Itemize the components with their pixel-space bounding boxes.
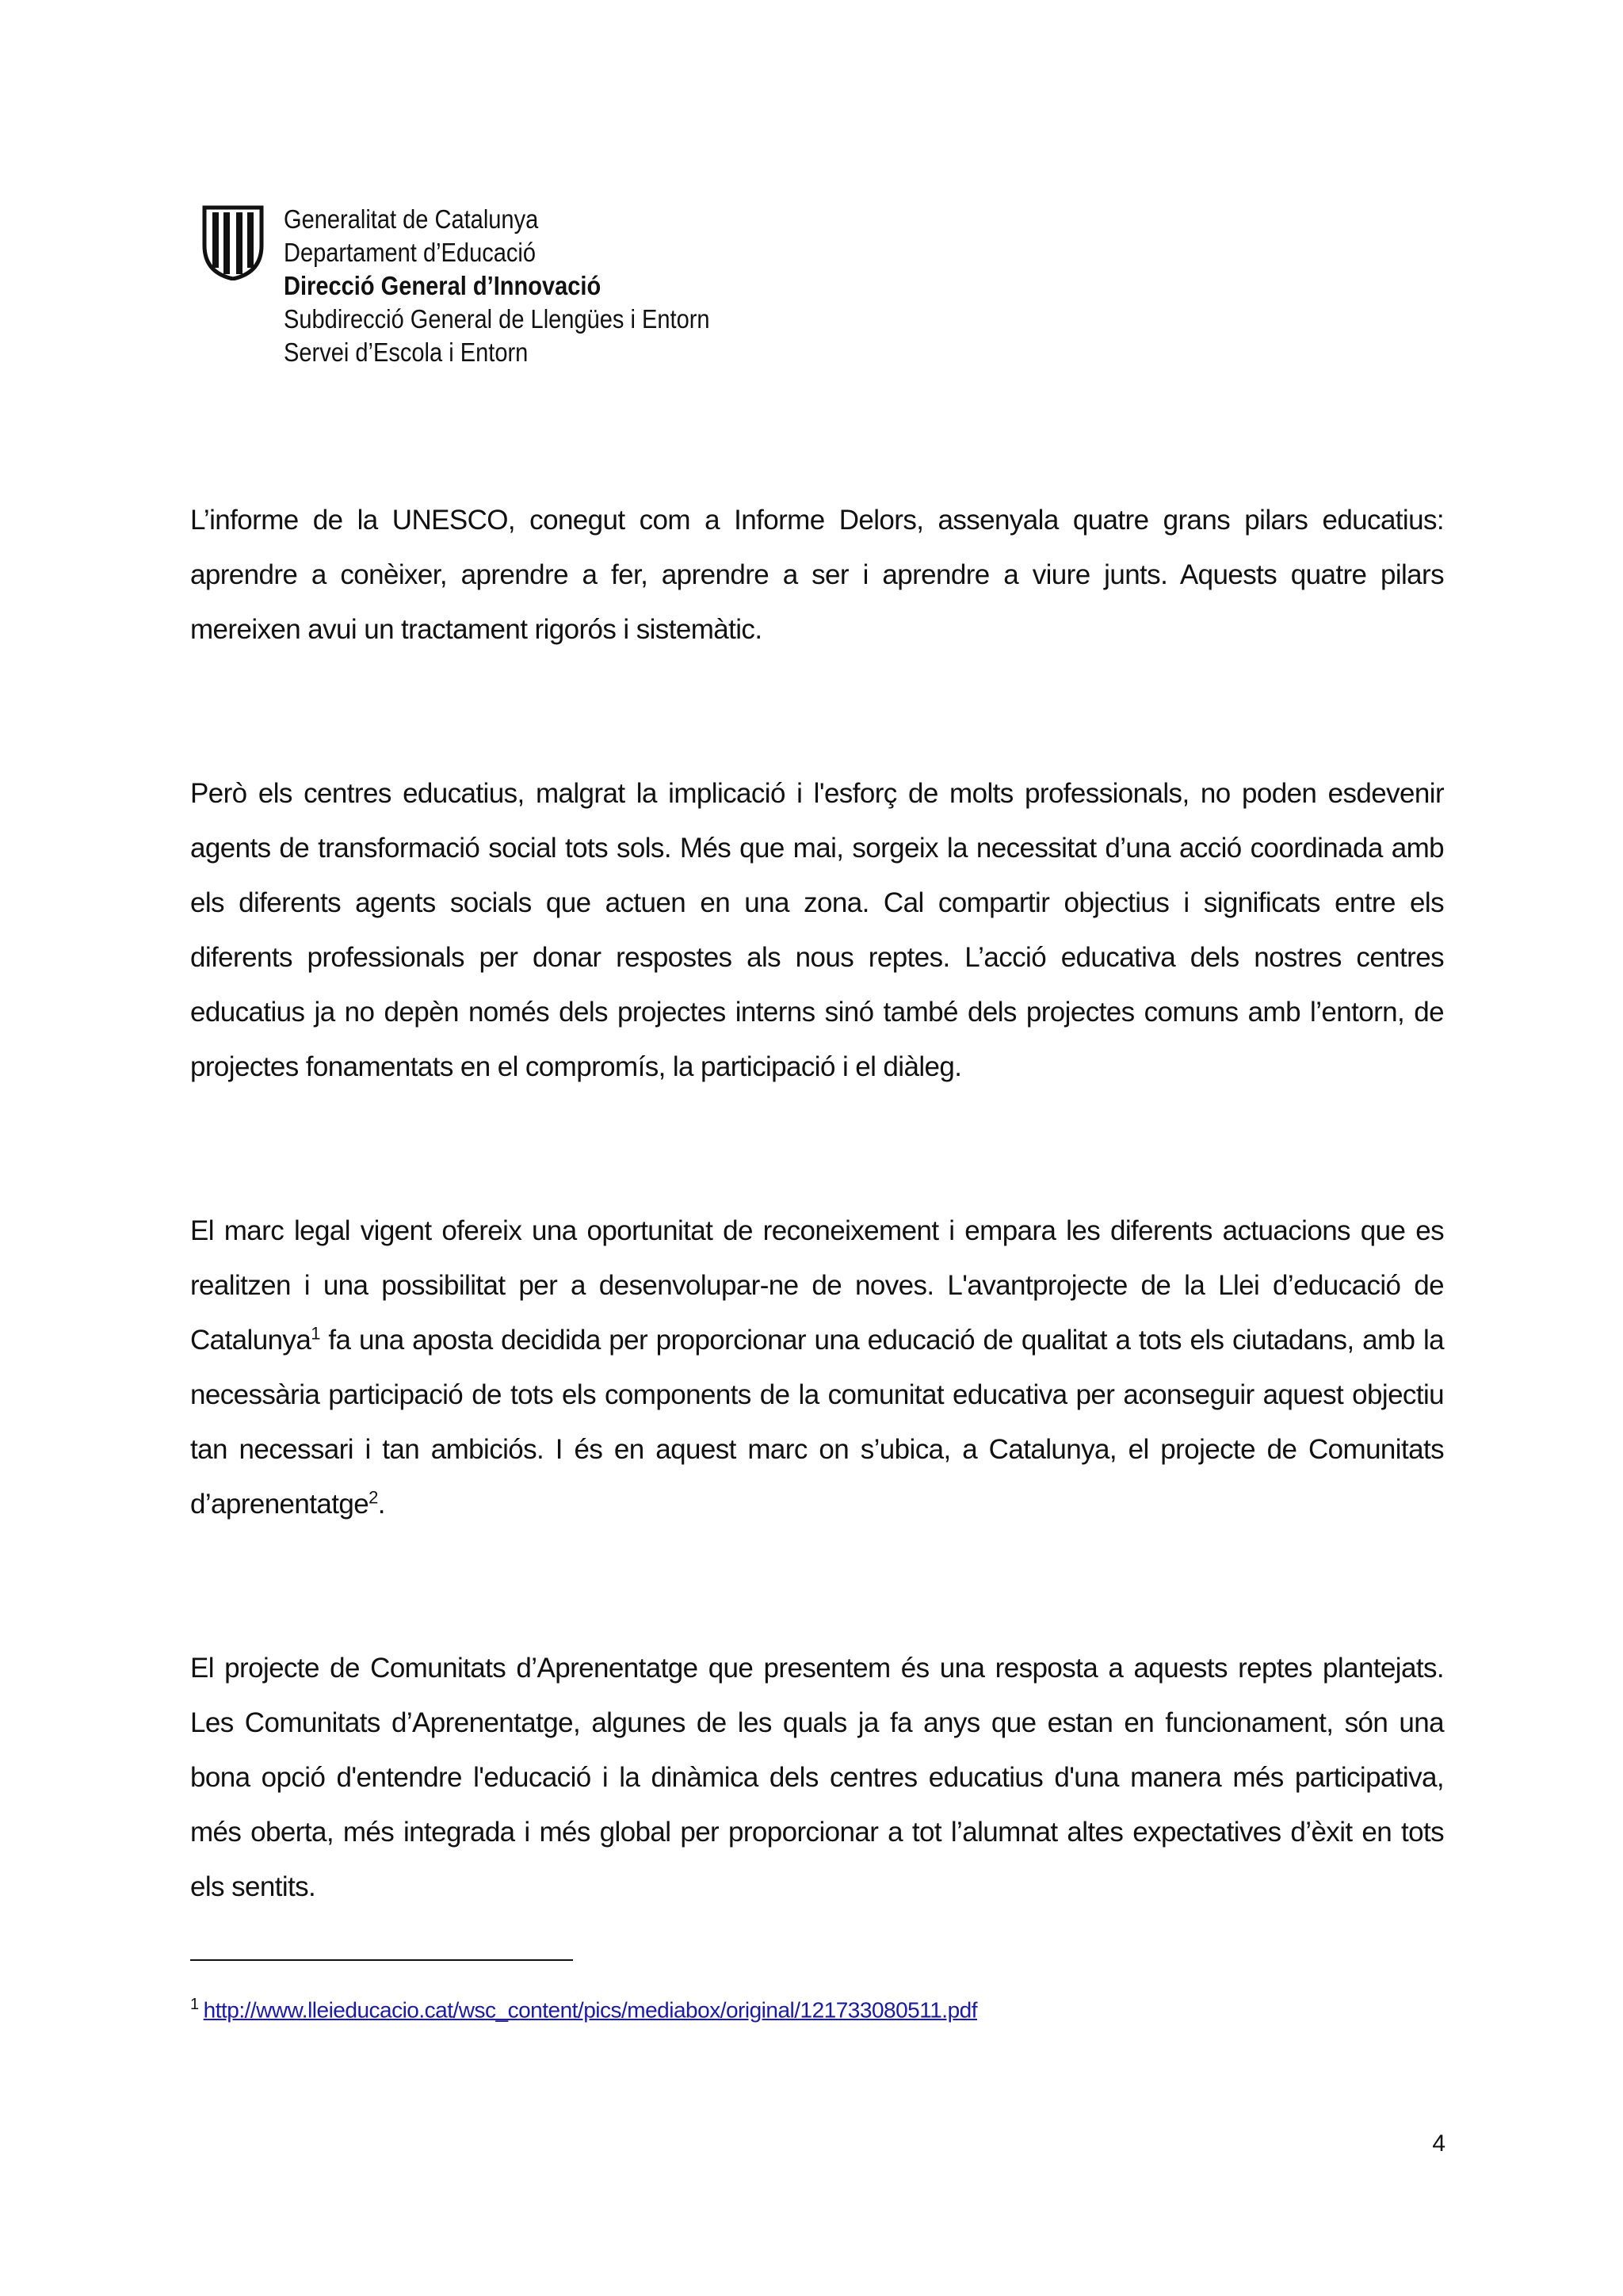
header-line-subdirectorate: Subdirecció General de Llengües i Entorn — [284, 304, 710, 334]
header-line-directorate: Direcció General d’Innovació — [284, 271, 601, 300]
page-number: 4 — [1432, 2130, 1445, 2157]
footnote-link[interactable]: http://www.lleieducacio.cat/wsc_content/pics/mediabox/original/121733080511.pdf — [203, 1997, 978, 2023]
paragraph-centres: Però els centres educatius, malgrat la implicació i l'esforç de molts professionals, no poden esdevenir agents de transformació social tots sols. Més que mai, sorgeix la necessitat d’una acció coordinada amb els diferents agents socials que actuen en una zona. Cal compartir objectius i significats entre els diferents professionals per donar respostes als nous reptes. L’acció educativa dels nostres centres educatius ja no depèn només dels projectes interns sinó també dels projectes comuns amb l’entorn, de projectes fonamentats en el compromís, la participació i el diàleg. — [190, 778, 1444, 1082]
paragraph-unesco: L’informe de la UNESCO, conegut com a Informe Delors, assenyala quatre grans pilars educatius: aprendre a conèixer, aprendre a fer, aprendre a ser i aprendre a viure junts. Aquests quatre pilars mereixen avui un tractament rigorós i sistemàtic. — [190, 505, 1444, 645]
footnote-1 — [190, 1990, 977, 2024]
paragraph-communities: El projecte de Comunitats d’Aprenentatge que presentem és una resposta a aquests reptes plantejats. Les Comunitats d’Aprenentatge, algunes de les quals ja fa anys que estan en funcionament, són una bona opció d'entendre l'educació i la dinàmica dels centres educatius d'una manera més participativa, més oberta, més integrada i més global per proporcionar a tot l’alumnat altes expectatives d’èxit en tots els sentits. — [190, 1653, 1444, 1902]
header-line-department: Departament d’Educació — [284, 238, 537, 267]
document-header — [200, 203, 768, 369]
header-line-service: Servei d’Escola i Entorn — [284, 338, 529, 367]
footnote-ref-1[interactable]: 1 — [311, 1323, 320, 1344]
paragraph-legal-text-3: . — [377, 1489, 385, 1520]
footnote-ref-2[interactable]: 2 — [369, 1487, 378, 1508]
header-line-government: Generalitat de Catalunya — [284, 204, 539, 234]
paragraph-legal-framework — [190, 1203, 1444, 1531]
header-text — [284, 203, 710, 369]
paragraph-legal-text-2: fa una aposta decidida per proporcionar una educació de qualitat a tots els ciutadans, amb la necessària participació de tots els components de la comunitat educativa per aconseguir aquest objectiu tan necessari i tan ambiciós. I és en aquest marc on s’ubica, a Catalunya, el projecte de Comunitats d’aprenentatge — [190, 1325, 1444, 1520]
generalitat-logo-icon — [200, 204, 266, 280]
footnote-number: 1 — [190, 1996, 199, 2013]
paragraph-legal-text-1: El marc legal vigent ofereix una oportunitat de reconeixement i empara les diferents actuacions que es realitzen i una possibilitat per a desenvolupar-ne de noves. L'avantprojecte de la Llei d’educació de Catalunya — [190, 1215, 1444, 1356]
footnote-divider — [190, 1959, 573, 1961]
document-body — [190, 493, 1444, 2023]
